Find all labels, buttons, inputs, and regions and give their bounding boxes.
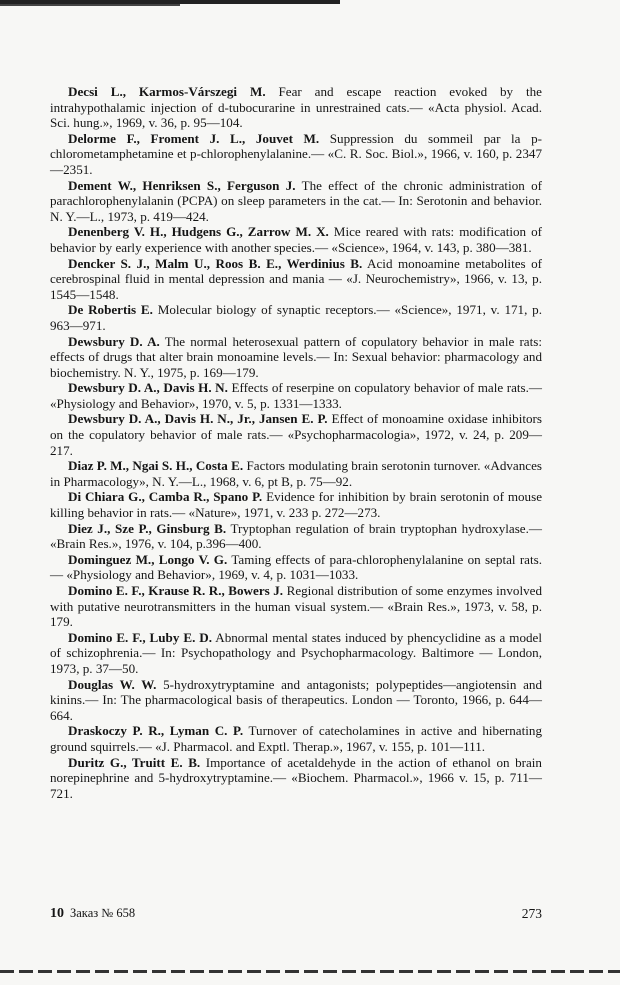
reference-text: Abnormal mental states induced by phencyclidine as a model of schizophrenia.— In: Psychopathology and Psychopharmacology. Baltimore — London, 1973, p. 37—50. [50,629,542,676]
reference-entry [50,256,542,303]
reference-authors: Dewsbury D. A. [68,333,160,349]
reference-text: Molecular biology of synaptic receptors.— «Science», 1971, v. 171, p. 963—971. [50,302,542,333]
reference-entry [50,380,542,411]
reference-entry [50,411,542,458]
reference-authors: Domino E. F., Krause R. R., Bowers J. [68,583,284,598]
reference-authors: Diaz P. M., Ngai S. H., Costa E. [68,458,244,474]
reference-text: The normal heterosexual pattern of copulatory behavior in male rats: effects of drugs that alter brain monoamine levels.— In: Sexual behavior: pharmacology and biochemistry. N. Y., 1975, p. 169—179. [50,333,542,380]
reference-text: Taming effects of para-chlorophenylalanine on septal rats.— «Physiology and Behavior», 1969, v. 4, p. 1031—1033. [50,551,543,583]
reference-text: Fear and escape reaction evoked by the intrahypothalamic injection of d-tubocurarine in unrestrained cats.— «Acta physiol. Acad. Sci. hung.», 1969, v. 36, p. 95—104. [50,84,542,131]
reference-entry [50,630,542,677]
reference-text: Factors modulating brain serotonin turnover. «Advances in Pharmacology», N. Y.—L., 1968, v. 6, pt B, p. 75—92. [50,458,542,489]
reference-entry [50,131,542,178]
reference-list [50,84,542,801]
reference-authors: Denenberg V. H., Hudgens G., Zarrow M. X. [68,224,329,240]
reference-entry [50,334,542,381]
reference-authors: Delorme F., Froment J. L., Jouvet M. [68,130,320,146]
reference-text: Importance of acetaldehyde in the action of ethanol on brain norepinephrine and 5-hydroxytryptamine.— «Biochem. Pharmacol.», 1966 v. 15, p. 711—721. [50,754,542,801]
reference-text: Acid monoamine metabolites of cerebrospinal fluid in mental depression and mania — «J. Neurochemistry», 1966, v. 13, p. 1545—1548. [50,255,542,302]
reference-authors: Dominguez M., Longo V. G. [68,551,228,567]
reference-authors: Domino E. F., Luby E. D. [68,629,213,645]
reference-entry [50,723,542,754]
reference-authors: Draskoczy P. R., Lyman C. P. [68,723,244,739]
page-footer [50,906,542,924]
reference-authors: Duritz G., Truitt E. B. [68,754,201,770]
reference-text: Tryptophan regulation of brain tryptophan hydroxylase.— «Brain Res.», 1976, v. 104, p.396—400. [50,520,542,552]
reference-text: Evidence for inhibition by brain serotonin of mouse killing behavior in rats.— «Nature», 1971, v. 233 p. 272—273. [50,489,543,521]
reference-entry [50,755,542,802]
reference-entry [50,302,542,333]
reference-authors: De Robertis E. [68,302,153,318]
reference-entry [50,224,542,255]
reference-text: Regional distribution of some enzymes involved with putative neurotransmitters in the human visual system.— «Brain Res.», 1973, v. 58, p. 179. [50,583,542,630]
reference-authors: Decsi L., Karmos-Várszegi M. [68,84,266,99]
reference-authors: Di Chiara G., Camba R., Spano P. [68,489,263,505]
reference-text: Turnover of catecholamines in active and hibernating ground squirrels.— «J. Pharmacol. and Exptl. Therap.», 1967, v. 155, p. 101—111. [50,723,542,754]
reference-entry [50,84,542,131]
scan-edge [0,970,620,973]
page-number: 273 [521,906,542,921]
reference-entry [50,552,542,583]
reference-authors: Dewsbury D. A., Davis H. N. [68,380,228,396]
reference-authors: Dement W., Henriksen S., Ferguson J. [68,177,296,193]
reference-entry [50,677,542,724]
reference-text: The effect of the chronic administration of parachlorophenylalanin (PCPA) on sleep parameters in the cat.— In: Serotonin and behavior. N. Y.—L., 1973, p. 419—424. [50,177,543,224]
reference-authors: Dewsbury D. A., Davis H. N., Jr., Jansen E. P. [68,411,328,427]
reference-entry [50,458,542,489]
reference-authors: Douglas W. W. [68,676,157,692]
signature-number: 10 [50,906,64,921]
reference-authors: Dencker S. J., Malm U., Roos B. E., Werdinius B. [68,255,363,271]
reference-authors: Diez J., Sze P., Ginsburg B. [68,520,227,536]
signature-text: Заказ № 658 [70,906,136,920]
reference-text: Effect of monoamine oxidase inhibitors on the copulatory behavior of male rats.— «Psychopharmacologia», 1972, v. 24, p. 209—217. [50,411,542,458]
reference-entry [50,521,542,552]
reference-text: Mice reared with rats: modification of behavior by early experience with another species.— «Science», 1964, v. 143, p. 380—381. [50,224,542,255]
printer-signature [50,906,135,922]
reference-entry [50,178,542,225]
reference-text: Effects of reserpine on copulatory behavior of male rats.— «Physiology and Behavior», 1970, v. 5, p. 1331—1333. [50,380,542,411]
scan-edge [0,4,180,6]
reference-entry [50,583,542,630]
reference-entry [50,489,542,520]
reference-text: Suppression du sommeil par la p-chlorometamphetamine et p-chlorophenylalanine.— «C. R. Soc. Biol.», 1966, v. 160, p. 2347—2351. [50,130,542,177]
reference-text: 5-hydroxytryptamine and antagonists; polypeptides—angiotensin and kinins.— In: The pharmacological basis of therapeutics. London — Toronto, 1966, p. 644—664. [50,676,542,723]
